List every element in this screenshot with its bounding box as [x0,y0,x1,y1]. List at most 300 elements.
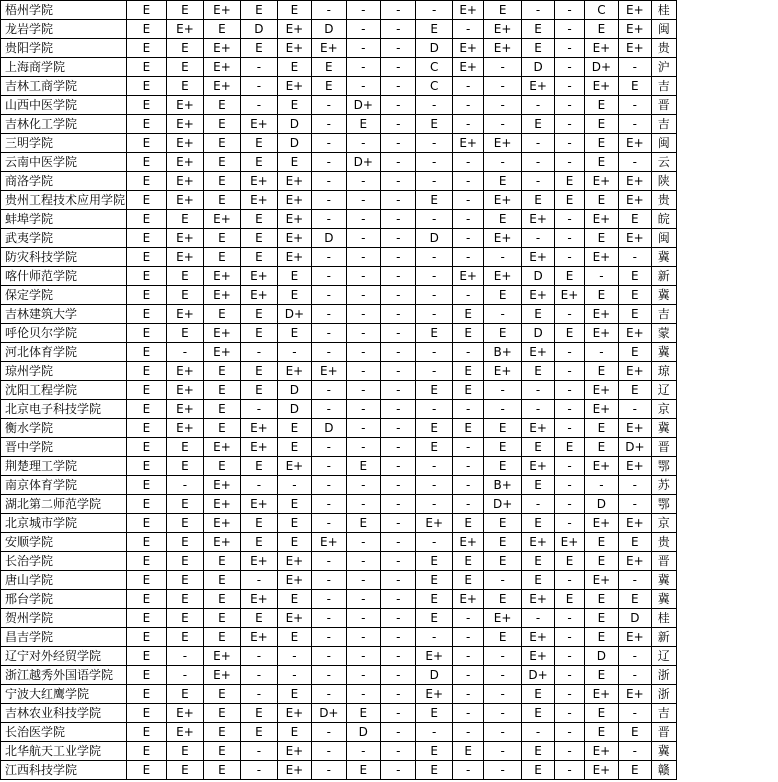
grade-cell: - [346,571,380,590]
school-name-cell: 河北体育学院 [1,343,127,362]
grade-cell: - [381,210,416,229]
grade-cell: - [416,628,452,647]
grade-cell: E [167,495,203,514]
grade-cell: E [312,77,346,96]
grade-cell: E+ [584,248,618,267]
table-row [1,457,677,476]
grade-cell: E+ [484,39,521,58]
grade-cell: E+ [521,590,554,609]
grade-cell: - [312,134,346,153]
grade-cell: D [277,381,311,400]
grade-cell: E [416,191,452,210]
grade-cell: D+ [346,153,380,172]
grade-cell: E [452,742,483,761]
table-row [1,324,677,343]
grade-cell: E [416,571,452,590]
grade-cell: E+ [416,647,452,666]
grade-cell: E [521,571,554,590]
table-row [1,704,677,723]
grade-cell: C [416,58,452,77]
grade-cell: E [126,248,167,267]
grade-cell: - [381,609,416,628]
grade-cell: E [167,514,203,533]
grade-cell: E+ [416,514,452,533]
grade-cell: - [555,514,584,533]
grade-cell: E [416,438,452,457]
grade-cell: E [203,229,240,248]
grade-cell: - [346,1,380,20]
grade-cell: E+ [277,248,311,267]
grade-cell: E [277,324,311,343]
grade-cell: E [126,305,167,324]
grade-cell: - [381,723,416,742]
grade-cell: E [203,571,240,590]
grade-cell: - [312,723,346,742]
grade-cell: - [484,77,521,96]
grade-cell: E [555,552,584,571]
grade-cell: E [346,457,380,476]
grade-cell: E+ [619,514,651,533]
grade-cell: E [619,761,651,780]
grade-cell: - [381,96,416,115]
grade-cell: E+ [484,267,521,286]
province-cell: 京 [651,400,676,419]
grade-cell: - [381,571,416,590]
grade-cell: E [277,723,311,742]
grade-cell: E [619,343,651,362]
grade-cell: - [312,666,346,685]
grade-cell: E [203,685,240,704]
grade-cell: E [277,267,311,286]
grade-cell: - [555,495,584,514]
grade-cell: E [241,153,277,172]
grade-cell: E+ [277,20,311,39]
grade-cell: E [484,286,521,305]
grade-cell: E [584,704,618,723]
grade-cell: E+ [241,590,277,609]
grade-cell: - [555,476,584,495]
grade-cell: - [555,39,584,58]
grade-cell: - [416,495,452,514]
grade-cell: E [555,590,584,609]
school-name-cell: 保定学院 [1,286,127,305]
grade-cell: - [277,343,311,362]
grade-cell: E [126,267,167,286]
grade-cell: - [381,362,416,381]
grade-cell: - [312,647,346,666]
grade-cell: - [452,685,483,704]
grade-cell: - [584,343,618,362]
grade-cell: E+ [584,77,618,96]
school-name-cell: 贵州工程技术应用学院 [1,191,127,210]
grade-cell: - [312,495,346,514]
grade-cell: E [241,704,277,723]
table-row [1,77,677,96]
grade-cell: - [555,153,584,172]
grade-cell: - [416,723,452,742]
school-name-cell: 昌吉学院 [1,628,127,647]
grade-cell: E [203,628,240,647]
grade-cell: E [126,419,167,438]
grade-cell: - [241,666,277,685]
grade-cell: E [126,457,167,476]
grade-cell: E+ [619,191,651,210]
grade-cell: - [346,191,380,210]
grade-cell: E+ [521,343,554,362]
grade-cell: - [277,476,311,495]
grade-cell: - [381,1,416,20]
grade-cell: E+ [521,77,554,96]
grade-cell: E [126,514,167,533]
grade-cell: E+ [203,267,240,286]
grade-cell: E [584,362,618,381]
grade-cell: E [126,1,167,20]
grade-cell: C [584,1,618,20]
grade-cell: - [484,704,521,723]
grade-cell: - [381,343,416,362]
grade-cell: E [241,609,277,628]
grade-cell: E [126,115,167,134]
grade-cell: E [126,191,167,210]
grade-cell: E+ [584,685,618,704]
grade-cell: E [555,438,584,457]
grade-cell: E [203,96,240,115]
province-cell: 京 [651,514,676,533]
grade-cell: E [126,495,167,514]
school-name-cell: 晋中学院 [1,438,127,457]
grade-cell: E [126,343,167,362]
grade-cell: E [167,533,203,552]
grade-cell: E [203,590,240,609]
table-row [1,248,677,267]
grade-cell: E [484,533,521,552]
grade-cell: E+ [584,305,618,324]
grade-cell: - [484,666,521,685]
grade-cell: - [555,20,584,39]
grade-cell: E+ [167,115,203,134]
province-cell: 陕 [651,172,676,191]
province-cell: 桂 [651,609,676,628]
grade-cell: E+ [312,39,346,58]
grade-cell: - [521,134,554,153]
grade-cell: E [416,761,452,780]
grade-cell: - [452,153,483,172]
grade-cell: - [167,343,203,362]
grade-cell: E [521,191,554,210]
grade-cell: - [312,400,346,419]
grade-cell: - [521,153,554,172]
grade-cell: - [381,324,416,343]
grade-cell: E [521,438,554,457]
grade-cell: E [203,552,240,571]
grade-cell: - [452,210,483,229]
grade-cell: E [619,723,651,742]
grade-cell: E [484,324,521,343]
grade-cell: - [521,723,554,742]
grade-cell: B+ [484,476,521,495]
grade-cell: E+ [452,590,483,609]
grade-cell: - [346,438,380,457]
grade-cell: - [346,495,380,514]
grade-cell: E [584,628,618,647]
grade-cell: - [312,590,346,609]
grade-cell: E+ [584,571,618,590]
grade-cell: E [203,115,240,134]
school-name-cell: 吉林农业科技学院 [1,704,127,723]
grade-cell: E [126,172,167,191]
table-row [1,96,677,115]
grade-cell: E [555,172,584,191]
province-cell: 辽 [651,647,676,666]
grade-cell: E [484,552,521,571]
grade-cell: E [167,77,203,96]
grade-cell: E [167,628,203,647]
grade-cell: E [126,552,167,571]
grade-cell: D+ [484,495,521,514]
grade-cell: E+ [312,362,346,381]
province-cell: 冀 [651,286,676,305]
grade-cell: E [167,267,203,286]
grade-cell: - [452,229,483,248]
grade-cell: E+ [484,191,521,210]
grade-cell: - [312,609,346,628]
grade-cell: E [584,115,618,134]
grade-cell: E [241,362,277,381]
grade-cell: E [203,172,240,191]
grade-cell: E+ [167,134,203,153]
province-cell: 冀 [651,343,676,362]
school-name-cell: 唐山学院 [1,571,127,590]
grade-cell: - [484,723,521,742]
grade-cell: - [312,476,346,495]
grade-cell: - [619,248,651,267]
province-cell: 贵 [651,39,676,58]
grade-cell: - [416,476,452,495]
province-cell: 贵 [651,191,676,210]
table-row [1,742,677,761]
province-cell: 辽 [651,381,676,400]
school-name-cell: 山西中医学院 [1,96,127,115]
grade-cell: E+ [277,39,311,58]
grade-cell: E+ [521,457,554,476]
grade-cell: D+ [277,305,311,324]
grade-cell: E [484,590,521,609]
table-row [1,609,677,628]
grade-cell: - [346,476,380,495]
grade-cell: - [381,172,416,191]
grade-cell: D [277,400,311,419]
grade-cell: - [555,58,584,77]
grade-cell: E+ [167,400,203,419]
grade-cell: - [416,343,452,362]
grade-cell: - [484,305,521,324]
grade-cell: - [584,476,618,495]
table-row [1,362,677,381]
grade-cell: - [452,172,483,191]
grade-cell: E+ [452,267,483,286]
grade-cell: E+ [241,115,277,134]
grade-cell: - [619,495,651,514]
grade-cell: - [619,96,651,115]
grade-cell: - [555,571,584,590]
grade-cell: E [521,305,554,324]
grade-cell: - [312,438,346,457]
grade-cell: - [484,647,521,666]
grade-cell: E+ [619,324,651,343]
grade-cell: - [241,77,277,96]
grade-cell: E+ [203,476,240,495]
grade-cell: E+ [277,191,311,210]
grade-cell: - [346,742,380,761]
grade-cell: - [381,400,416,419]
table-row [1,495,677,514]
grade-cell: E [126,77,167,96]
grade-cell: - [416,248,452,267]
grade-cell: B+ [484,343,521,362]
grade-cell: E [312,58,346,77]
table-row [1,191,677,210]
grade-cell: - [555,305,584,324]
grade-cell: - [381,191,416,210]
table-row [1,533,677,552]
table-row [1,229,677,248]
grade-cell: E [126,533,167,552]
grade-cell: E+ [484,609,521,628]
grade-cell: E+ [241,419,277,438]
province-cell: 沪 [651,58,676,77]
grade-cell: E [167,552,203,571]
grade-cell: E+ [619,362,651,381]
grade-cell: E [484,514,521,533]
table-row [1,1,677,20]
grade-cell: E+ [521,248,554,267]
grade-cell: - [452,457,483,476]
grade-cell: - [381,58,416,77]
grade-cell: - [619,115,651,134]
grade-cell: E+ [277,571,311,590]
province-cell: 冀 [651,419,676,438]
school-name-cell: 北京城市学院 [1,514,127,533]
province-cell: 吉 [651,704,676,723]
grade-cell: E+ [452,1,483,20]
school-name-cell: 北华航天工业学院 [1,742,127,761]
table-row [1,761,677,780]
grade-cell: E [521,39,554,58]
grade-cell: E [452,419,483,438]
grade-cell: E [167,571,203,590]
grade-cell: E+ [484,229,521,248]
grade-cell: E [416,590,452,609]
grade-cell: E [126,39,167,58]
grade-cell: - [484,761,521,780]
grade-cell: - [555,210,584,229]
grade-cell: E [584,20,618,39]
grade-cell: E [584,419,618,438]
grade-cell: E [241,248,277,267]
province-cell: 晋 [651,96,676,115]
grade-cell: E [126,628,167,647]
grade-cell: E [126,742,167,761]
grade-cell: - [381,476,416,495]
grade-cell: E [555,191,584,210]
grade-cell: - [312,381,346,400]
grade-cell: - [312,267,346,286]
table-row [1,628,677,647]
school-name-cell: 衡水学院 [1,419,127,438]
grade-cell: E [416,552,452,571]
grade-cell: E [484,1,521,20]
grade-cell: E+ [584,400,618,419]
grade-cell: E [484,210,521,229]
grade-cell: E [241,457,277,476]
grade-cell: - [381,286,416,305]
grade-cell: E+ [619,457,651,476]
grade-cell: E [346,704,380,723]
grade-cell: - [312,628,346,647]
table-row [1,20,677,39]
grade-cell: - [167,647,203,666]
grade-cell: - [346,134,380,153]
table-body [1,1,677,780]
grade-cell: - [452,761,483,780]
grade-cell: - [346,590,380,609]
grade-cell: - [346,628,380,647]
grade-cell: E [126,153,167,172]
grade-cell: E [416,20,452,39]
grade-cell: E+ [452,533,483,552]
grade-cell: E [484,628,521,647]
grade-cell: D [416,666,452,685]
grade-cell: E+ [203,343,240,362]
grade-cell: - [346,39,380,58]
grade-cell: E+ [167,191,203,210]
grade-cell: E [167,58,203,77]
grade-cell: E [203,362,240,381]
grade-cell: D [241,20,277,39]
grade-cell: E [584,666,618,685]
grade-cell: - [452,248,483,267]
grade-cell: E+ [203,514,240,533]
grade-cell: E [203,457,240,476]
grade-cell: E+ [167,248,203,267]
grade-cell: E [126,286,167,305]
grade-cell: E [584,438,618,457]
grade-cell: - [381,229,416,248]
grade-cell: E [241,229,277,248]
grade-cell: E [203,191,240,210]
grade-cell: E+ [555,533,584,552]
grade-cell: - [241,571,277,590]
school-name-cell: 吉林工商学院 [1,77,127,96]
province-cell: 吉 [651,305,676,324]
grade-cell: - [346,210,380,229]
grade-cell: - [312,210,346,229]
school-name-cell: 防灾科技学院 [1,248,127,267]
grade-cell: - [381,438,416,457]
grade-cell: D+ [312,704,346,723]
grade-cell: D [521,267,554,286]
grade-cell: - [619,153,651,172]
grade-cell: - [555,362,584,381]
table-row [1,134,677,153]
grade-cell: E [126,609,167,628]
grade-cell: E+ [203,39,240,58]
province-cell: 冀 [651,590,676,609]
grade-cell: E [277,514,311,533]
grade-cell: - [452,191,483,210]
grade-cell: - [452,115,483,134]
school-name-cell: 三明学院 [1,134,127,153]
